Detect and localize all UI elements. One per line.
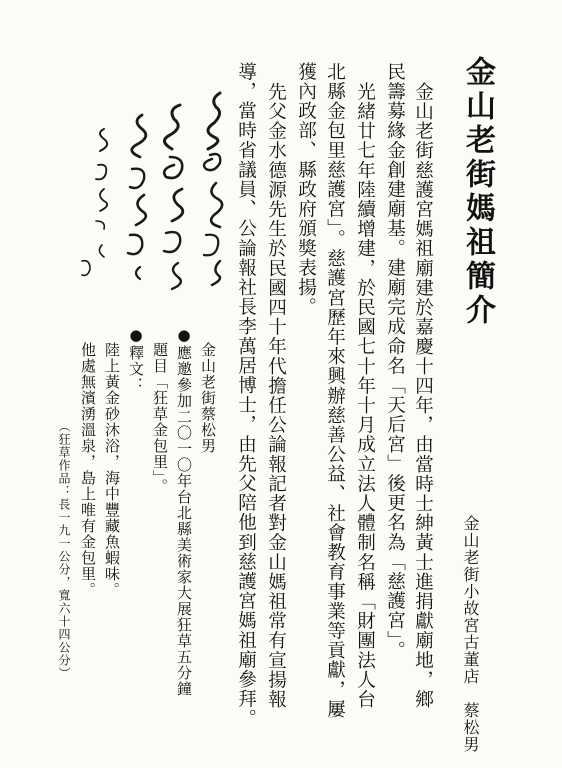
caption-poem-line2: 他處無濱湧溫泉，島上唯有金包里。 bbox=[79, 342, 97, 598]
caption-exhibit-line1: ●應邀參加二〇一〇年台北縣美術家大展狂草五分鐘 bbox=[175, 326, 193, 697]
caption-note-label: ●釋文： bbox=[127, 326, 145, 393]
body-column-5: 獲內政部、縣政府頒獎表揚。 bbox=[295, 62, 317, 317]
caption-poem-line1: 陸上黃金砂沐浴，海中豐藏魚蝦味。 bbox=[103, 342, 121, 598]
caption-dimensions: （狂草作品：長一九一公分，寬六十四公分） bbox=[57, 420, 71, 680]
author-credit: 金山老街小故宮古董店 蔡松男 bbox=[461, 515, 480, 753]
caption-artist: 金山老街蔡松男 bbox=[199, 342, 217, 454]
body-column-4: 北縣金包里慈護宮」。慈護宮歷年來興辦慈善公益、社會教育事業等貢獻，屢 bbox=[324, 62, 346, 720]
body-column-1: 金山老街慈護宮媽祖廟建於嘉慶十四年，由當時士紳黃士進捐獻廟地，鄉 bbox=[412, 82, 434, 710]
calligraphy-artwork bbox=[70, 85, 230, 295]
body-column-3: 光緒廿七年陸續增建，於民國七十年十月成立法人體制名稱「財團法人台 bbox=[354, 82, 376, 710]
caption-exhibit-line2: 題目「狂草金包里」。 bbox=[151, 342, 169, 495]
body-column-7: 導，當時省議員、公論報社長李萬居博士，由先父陪他到慈護宮媽祖廟參拜。 bbox=[235, 62, 257, 729]
document-title: 金山老街媽祖簡介 bbox=[460, 56, 495, 328]
body-column-6: 先父金水德源先生於民國四十年代擔任公論報記者對金山媽祖常有宣揚報 bbox=[265, 82, 287, 710]
body-column-2: 民籌募緣金創建廟基。建廟完成命名「天后宮」後更名為「慈護宮」。 bbox=[384, 62, 406, 661]
calligraphy-icon bbox=[70, 85, 230, 295]
